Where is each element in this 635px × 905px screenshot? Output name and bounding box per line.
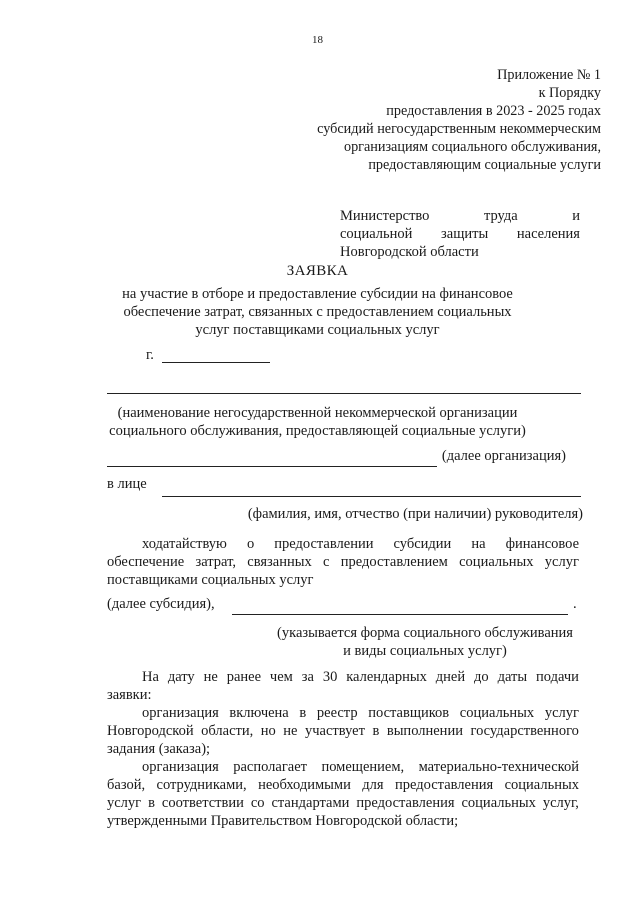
page-number: 18 — [312, 34, 323, 46]
word: затрат, — [195, 554, 236, 570]
city-label: г. — [146, 347, 154, 363]
word: государственного — [470, 723, 579, 739]
word: организация — [142, 759, 219, 775]
word: о — [246, 536, 255, 552]
word: для — [362, 777, 384, 793]
word: предоставлении — [274, 536, 374, 552]
word: дату — [167, 669, 195, 685]
recipient-line-2 — [340, 225, 580, 243]
org-name-field-line[interactable] — [107, 393, 581, 394]
date-paragraph — [107, 668, 579, 704]
word: финансовое — [505, 536, 579, 552]
subsidy-label: (далее субсидия), — [107, 596, 215, 612]
word: подачи — [536, 669, 579, 685]
in-person-label: в лице — [107, 476, 147, 492]
word: предоставлением — [340, 554, 448, 570]
word: социальных — [504, 777, 579, 793]
subtitle-line: на участие в отборе и предоставление субсидии на финансовое — [122, 286, 513, 302]
word: сотрудниками, — [156, 777, 247, 793]
caption-line: (указывается форма социального обслуживания — [277, 625, 573, 641]
word: не — [283, 723, 298, 739]
word: стандартами — [271, 795, 350, 811]
recipient-word: Министерство — [340, 208, 430, 224]
premises-line-2 — [107, 776, 579, 794]
appendix-line: предоставляющим социальные услуги — [368, 157, 601, 173]
word: необходимыми — [258, 777, 351, 793]
word: включена — [229, 705, 289, 721]
word: участвует — [305, 723, 365, 739]
word: не — [203, 669, 218, 685]
petition-paragraph — [107, 535, 579, 589]
recipient-block — [340, 207, 580, 261]
word: календарных — [346, 669, 427, 685]
word: предоставления — [395, 777, 494, 793]
word: базой, — [107, 777, 146, 793]
word: социальных — [459, 705, 535, 721]
word: услуг — [544, 554, 579, 570]
word: выполнении — [386, 723, 463, 739]
date-line-2: заявки: — [107, 687, 152, 703]
word: за — [301, 669, 314, 685]
petition-line-3: поставщиками социальных услуг — [107, 572, 314, 588]
date-line-1 — [107, 668, 579, 686]
word: социальных — [461, 795, 536, 811]
word: ходатайствую — [142, 536, 227, 552]
word: социальных — [459, 554, 534, 570]
word: связанных — [247, 554, 312, 570]
word: даты — [497, 669, 528, 685]
premises-line-3 — [107, 794, 579, 812]
form-caption — [270, 624, 580, 660]
premises-paragraph — [107, 758, 579, 830]
appendix-line: организациям социального обслуживания, — [343, 139, 601, 155]
word: услуг — [107, 795, 142, 811]
recipient-word: и — [572, 208, 580, 224]
recipient-word: населения — [516, 226, 580, 242]
word: дней — [435, 669, 466, 685]
word: располагает — [233, 759, 307, 775]
word: в — [372, 723, 380, 739]
word: услуг, — [542, 795, 579, 811]
word: но — [260, 723, 276, 739]
word: соответствии — [161, 795, 244, 811]
word: чем — [269, 669, 293, 685]
registry-line-3: задания (заказа); — [107, 741, 211, 757]
subtitle-line: обеспечение затрат, связанных с предоставлением социальных — [123, 304, 512, 320]
premises-line-4: утвержденными Правительством Новгородской области; — [107, 813, 459, 829]
word: в — [299, 705, 307, 721]
subtitle-line: услуг поставщиками социальных услуг — [195, 322, 440, 338]
word: поставщиков — [368, 705, 450, 721]
word: ранее — [226, 669, 262, 685]
org-suffix: (далее организация) — [441, 448, 566, 464]
document-title: ЗАЯВКА — [286, 263, 349, 279]
recipient-word: защиты — [441, 226, 489, 242]
word: На — [142, 669, 159, 685]
registry-line-1 — [107, 704, 579, 722]
org-caption — [0, 404, 635, 440]
recipient-word: труда — [483, 208, 518, 224]
word: со — [250, 795, 265, 811]
word: услуг — [544, 705, 579, 721]
petition-line-2 — [107, 553, 579, 571]
petition-line-1 — [107, 535, 579, 553]
word: предоставления — [356, 795, 455, 811]
document-subtitle — [0, 285, 635, 339]
word: субсидии — [393, 536, 452, 552]
word: материально-технической — [418, 759, 579, 775]
word: на — [471, 536, 486, 552]
appendix-line: к Порядку — [538, 85, 601, 101]
subsidy-end-period: . — [573, 596, 577, 612]
word: до — [474, 669, 489, 685]
appendix-line: субсидий негосударственным некоммерческим — [317, 121, 601, 137]
recipient-line-1 — [340, 207, 580, 225]
word: Новгородской — [107, 723, 194, 739]
word: реестр — [316, 705, 358, 721]
registry-paragraph — [107, 704, 579, 758]
head-name-field-line[interactable] — [162, 496, 581, 497]
recipient-line-3: Новгородской области — [340, 244, 479, 260]
appendix-header — [317, 66, 601, 174]
word: в — [148, 795, 155, 811]
word: области, — [201, 723, 254, 739]
head-caption: (фамилия, имя, отчество (при наличии) руководителя) — [247, 506, 583, 522]
service-form-field-line[interactable] — [232, 614, 568, 615]
appendix-line: предоставления в 2023 - 2025 годах — [386, 103, 601, 119]
caption-line: и виды социальных услуг) — [343, 643, 507, 659]
appendix-line: Приложение № 1 — [497, 67, 601, 83]
org-name-continued-line[interactable] — [107, 466, 437, 467]
word: с — [323, 554, 330, 570]
word: помещением, — [321, 759, 405, 775]
word: организация — [142, 705, 219, 721]
recipient-word: социальной — [340, 226, 413, 242]
word: обеспечение — [107, 554, 185, 570]
caption-line: (наименование негосударственной некоммерческой организации — [117, 405, 518, 421]
caption-line: социального обслуживания, предоставляющей социальные услуги) — [109, 423, 526, 439]
premises-line-1 — [107, 758, 579, 776]
registry-line-2 — [107, 722, 579, 740]
word: 30 — [322, 669, 338, 685]
city-field-line[interactable] — [162, 362, 270, 363]
